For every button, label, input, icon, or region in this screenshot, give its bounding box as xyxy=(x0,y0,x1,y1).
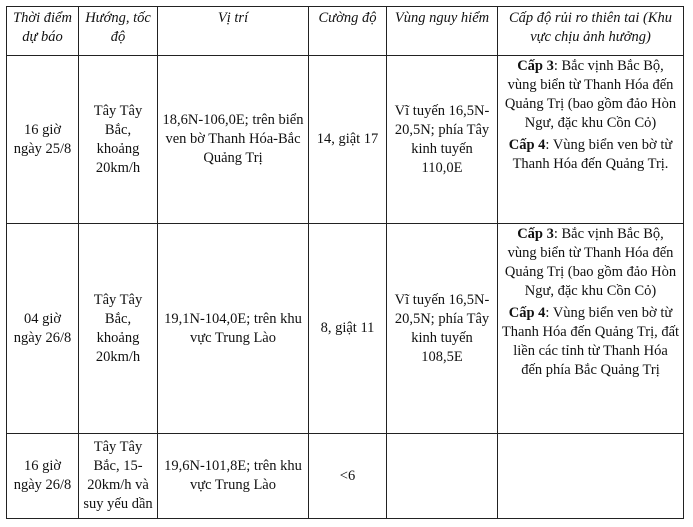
risk-label: Cấp 3 xyxy=(517,58,554,74)
table-row xyxy=(7,434,684,519)
header-row xyxy=(7,7,684,56)
risk-text: : Vùng biển ven bờ từ Thanh Hóa đến Quảng Trị, đất liền các tỉnh từ Thanh Hóa đến phía Bắc Quảng Trị xyxy=(501,305,680,378)
cell-position: 18,6N-106,0E; trên biển ven bờ Thanh Hóa-Bắc Quảng Trị xyxy=(158,56,309,224)
forecast-table xyxy=(6,6,684,519)
cell-danger-zone: Vĩ tuyến 16,5N-20,5N; phía Tây kinh tuyến 110,0E xyxy=(387,56,498,224)
cell-danger-zone xyxy=(387,434,498,519)
cell-intensity: 8, giật 11 xyxy=(309,224,387,434)
cell-position: 19,6N-101,8E; trên khu vực Trung Lào xyxy=(158,434,309,519)
cell-direction: Tây Tây Bắc, 15-20km/h và suy yếu dần xyxy=(79,434,158,519)
risk-level-3 xyxy=(501,57,680,133)
cell-direction: Tây Tây Bắc, khoảng 20km/h xyxy=(79,224,158,434)
cell-danger-zone: Vĩ tuyến 16,5N-20,5N; phía Tây kinh tuyến 108,5E xyxy=(387,224,498,434)
risk-label: Cấp 3 xyxy=(517,226,554,242)
header-intensity: Cường độ xyxy=(309,7,387,56)
cell-time: 16 giờ ngày 26/8 xyxy=(7,434,79,519)
risk-text: : Bắc vịnh Bắc Bộ, vùng biển từ Thanh Hóa đến Quảng Trị (bao gồm đảo Hòn Ngư, đặc khu Cồn Cỏ) xyxy=(504,226,677,299)
header-position: Vị trí xyxy=(158,7,309,56)
cell-risk xyxy=(498,434,684,519)
risk-text: : Bắc vịnh Bắc Bộ, vùng biển từ Thanh Hóa đến Quảng Trị (bao gồm đảo Hòn Ngư, đặc khu Cồn Cỏ) xyxy=(504,58,677,131)
risk-label: Cấp 4 xyxy=(508,137,546,153)
risk-label: Cấp 4 xyxy=(508,305,546,321)
cell-risk xyxy=(498,224,684,434)
cell-intensity: 14, giật 17 xyxy=(309,56,387,224)
header-danger-zone: Vùng nguy hiểm xyxy=(387,7,498,56)
cell-risk xyxy=(498,56,684,224)
header-risk: Cấp độ rủi ro thiên tai (Khu vực chịu ảnh hưởng) xyxy=(498,7,684,56)
cell-time: 16 giờ ngày 25/8 xyxy=(7,56,79,224)
cell-intensity: <6 xyxy=(309,434,387,519)
header-direction: Hướng, tốc độ xyxy=(79,7,158,56)
cell-position: 19,1N-104,0E; trên khu vực Trung Lào xyxy=(158,224,309,434)
risk-level-4 xyxy=(501,136,680,174)
risk-text: : Vùng biển ven bờ từ Thanh Hóa đến Quảng Trị. xyxy=(512,137,673,172)
risk-level-4 xyxy=(501,304,680,380)
risk-level-3 xyxy=(501,225,680,301)
table-row xyxy=(7,56,684,224)
header-time: Thời điểm dự báo xyxy=(7,7,79,56)
cell-time: 04 giờ ngày 26/8 xyxy=(7,224,79,434)
cell-direction: Tây Tây Bắc, khoảng 20km/h xyxy=(79,56,158,224)
table-row xyxy=(7,224,684,434)
